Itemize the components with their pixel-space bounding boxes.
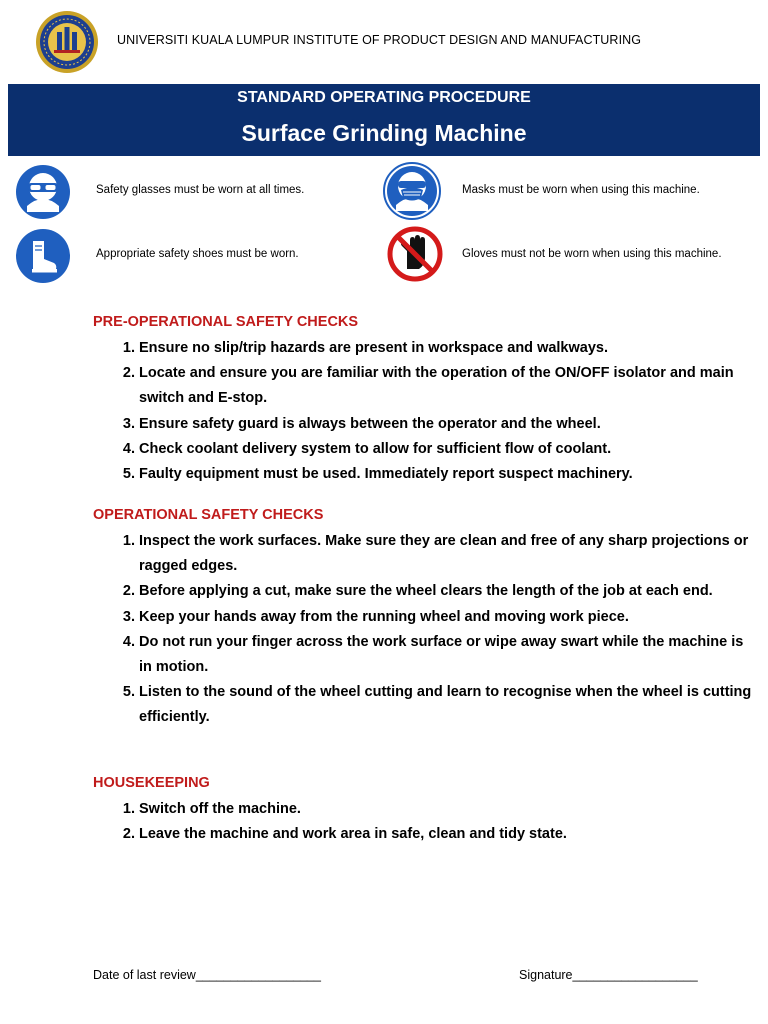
list-item: 3. Ensure safety guard is always between the operator and the wheel. <box>139 412 759 437</box>
list-item: 5. Listen to the sound of the wheel cutting and learn to recognise when the wheel is cutting efficiently. <box>139 680 759 730</box>
signature-label: Signature__________________ <box>519 968 698 982</box>
review-date-label: Date of last review__________________ <box>93 968 321 982</box>
list-item: 1. Ensure no slip/trip hazards are present in workspace and walkways. <box>139 336 759 361</box>
document-type: STANDARD OPERATING PROCEDURE <box>237 89 531 106</box>
page-title: Surface Grinding Machine <box>241 120 527 146</box>
operational-heading: OPERATIONAL SAFETY CHECKS <box>93 507 324 523</box>
ppe-shoes-text: Appropriate safety shoes must be worn. <box>96 248 299 260</box>
housekeeping-heading: HOUSEKEEPING <box>93 775 210 791</box>
list-item: 4. Check coolant delivery system to allow for sufficient flow of coolant. <box>139 437 759 462</box>
safety-boots-icon <box>13 226 73 286</box>
list-item: 4. Do not run your finger across the work surface or wipe away swart while the machine is in motion. <box>139 630 759 680</box>
safety-glasses-icon <box>13 162 73 222</box>
list-item: 1. Inspect the work surfaces. Make sure they are clean and free of any sharp projections or ragged edges. <box>139 529 759 579</box>
face-mask-icon <box>382 161 442 221</box>
university-logo <box>35 10 99 74</box>
no-gloves-icon <box>385 224 445 284</box>
pre-operational-list <box>93 336 759 487</box>
ppe-mask-text: Masks must be worn when using this machine. <box>462 184 700 196</box>
list-item: 1. Switch off the machine. <box>139 797 759 822</box>
operational-list <box>93 529 759 731</box>
pre-operational-heading: PRE-OPERATIONAL SAFETY CHECKS <box>93 314 359 330</box>
list-item: 2. Locate and ensure you are familiar with the operation of the ON/OFF isolator and main switch and E-stop. <box>139 361 759 411</box>
list-item: 2. Leave the machine and work area in safe, clean and tidy state. <box>139 822 759 847</box>
title-banner <box>8 84 760 156</box>
institution-name: UNIVERSITI KUALA LUMPUR INSTITUTE OF PRODUCT DESIGN AND MANUFACTURING <box>117 33 642 47</box>
list-item: 2. Before applying a cut, make sure the wheel clears the length of the job at each end. <box>139 579 759 604</box>
housekeeping-list <box>93 797 759 847</box>
ppe-gloves-text: Gloves must not be worn when using this machine. <box>462 248 722 260</box>
list-item: 3. Keep your hands away from the running wheel and moving work piece. <box>139 605 759 630</box>
list-item: 5. Faulty equipment must be used. Immediately report suspect machinery. <box>139 462 759 487</box>
ppe-glasses-text: Safety glasses must be worn at all times. <box>96 184 305 196</box>
